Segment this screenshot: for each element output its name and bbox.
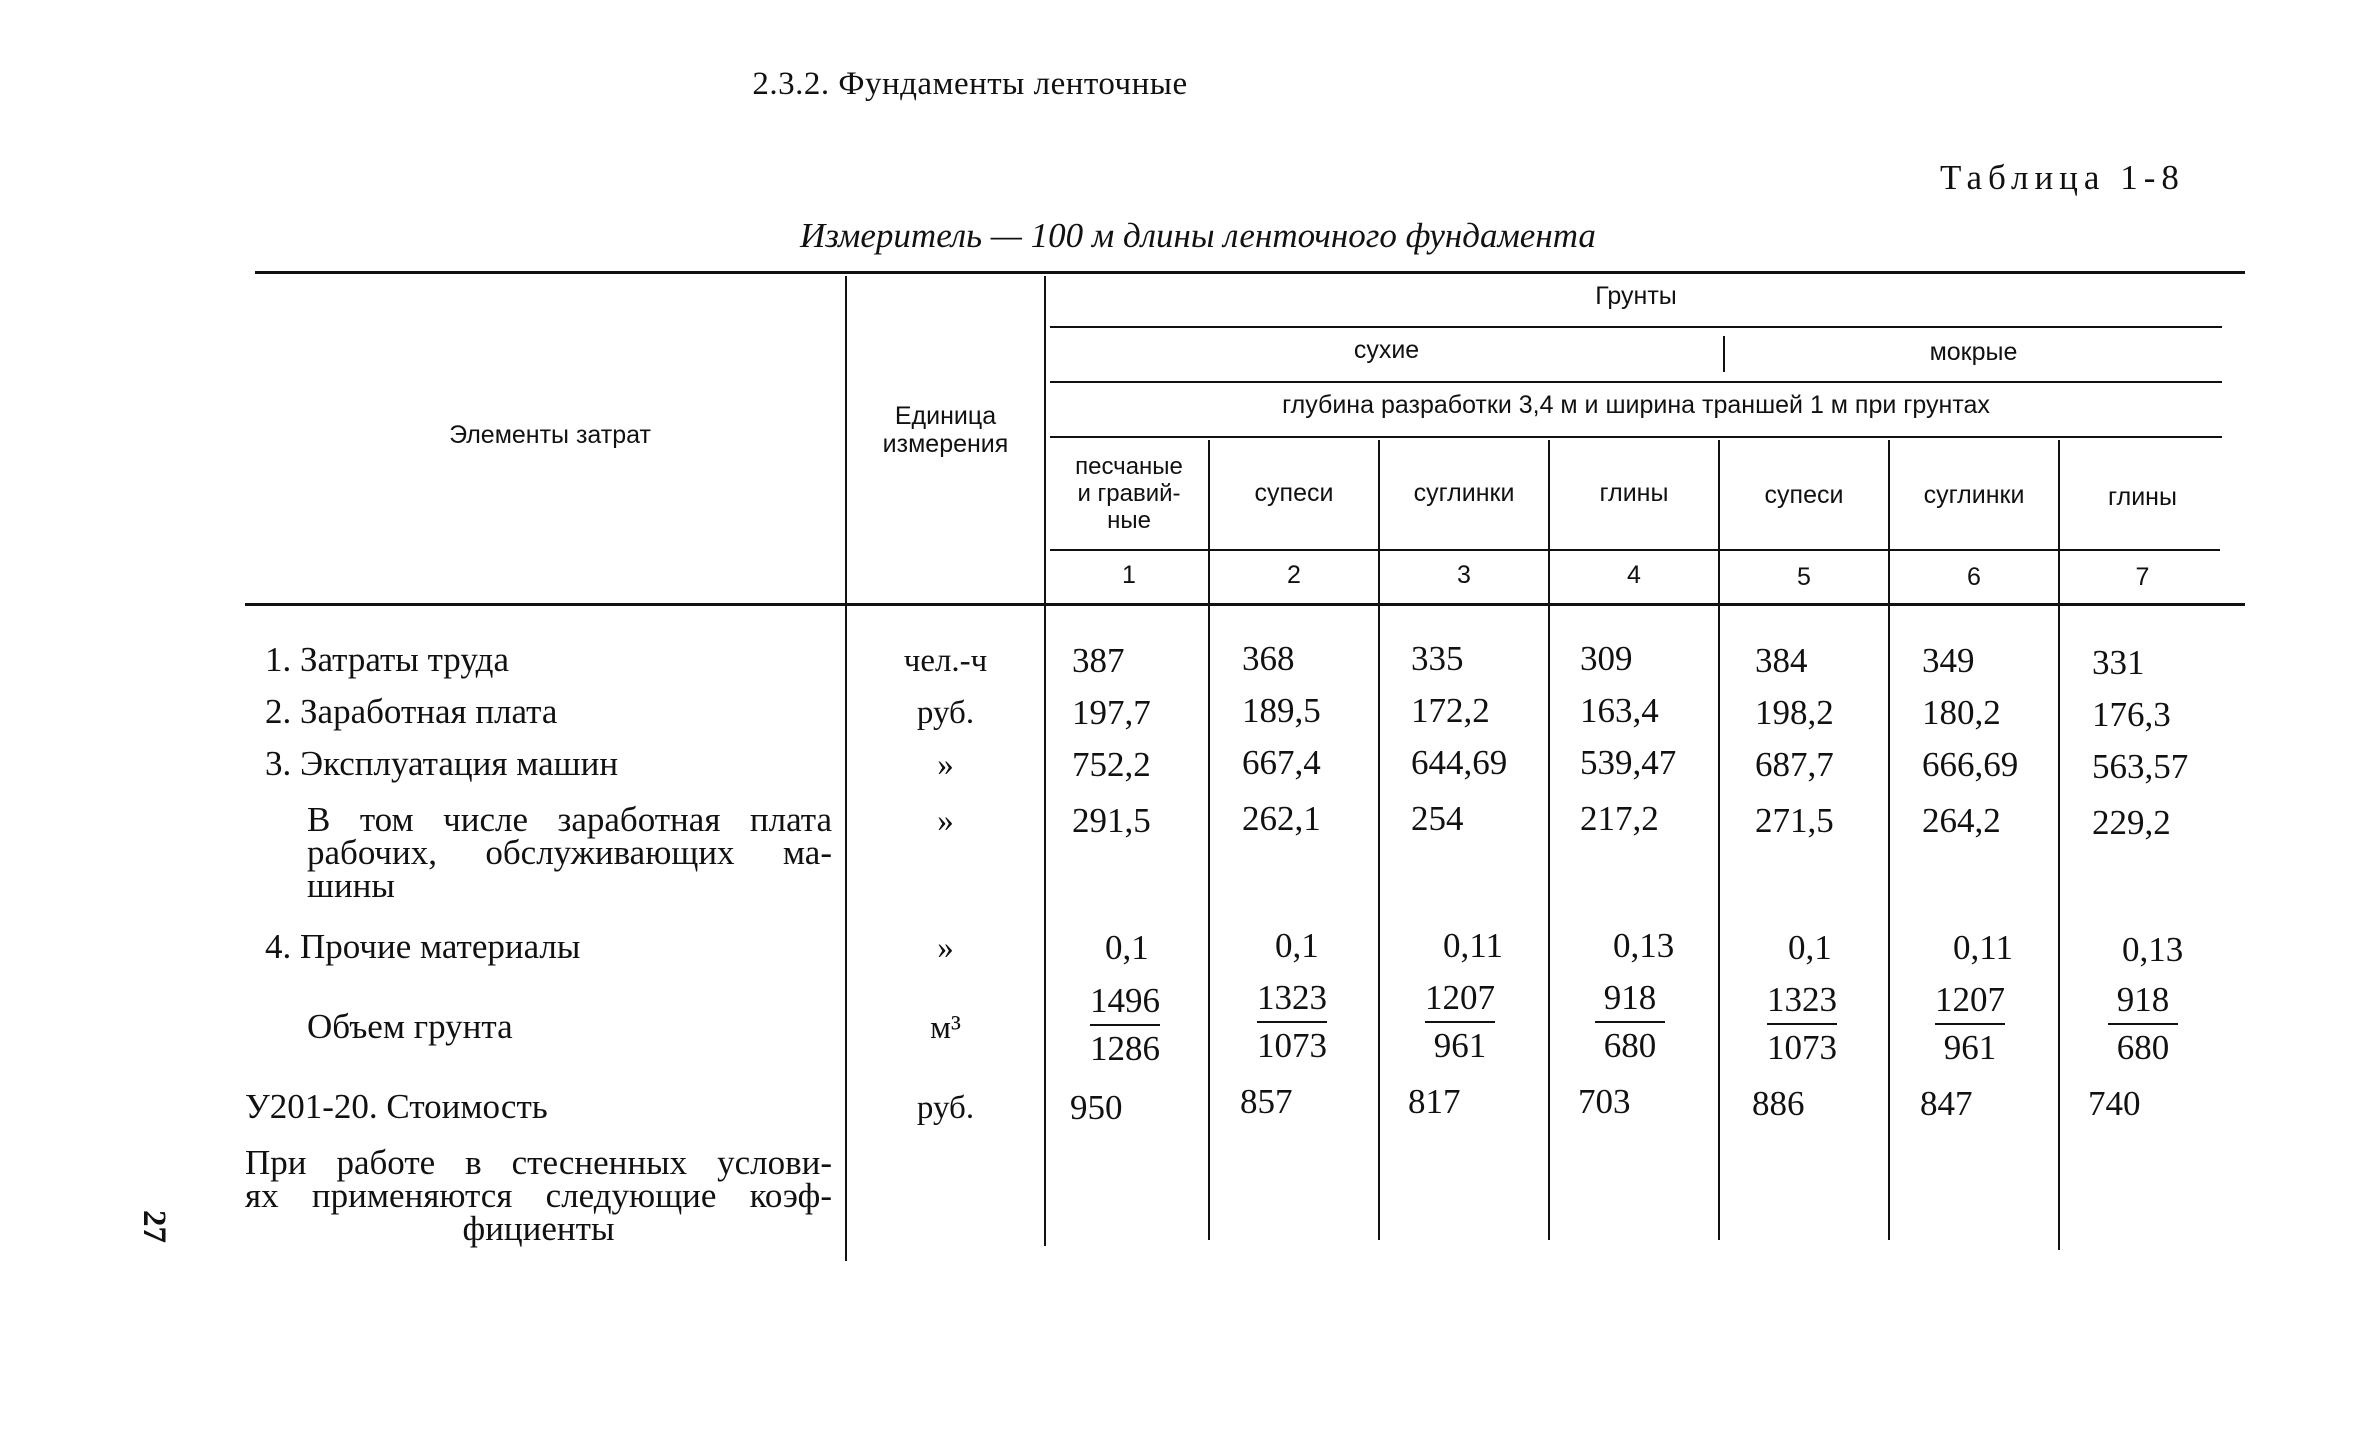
fraction-bar bbox=[1090, 1024, 1160, 1026]
cell-labor-2: 368 bbox=[1242, 639, 1295, 678]
col-num-2: 2 bbox=[1287, 561, 1301, 589]
fraction-bottom: 1073 bbox=[1257, 1026, 1327, 1065]
row-label-machines: 3. Эксплуатация машин bbox=[265, 744, 619, 783]
cell-wage-5: 198,2 bbox=[1755, 693, 1834, 732]
header-unit-line1: Единица bbox=[894, 402, 997, 430]
cell-incl-3: 254 bbox=[1411, 799, 1464, 838]
subheader-2: супеси bbox=[1254, 479, 1334, 507]
fraction-volume-6 bbox=[1920, 981, 2020, 1067]
cell-other-4: 0,13 bbox=[1613, 926, 1675, 965]
fraction-bottom: 680 bbox=[1603, 1026, 1657, 1065]
section-title: 2.3.2. Фундаменты ленточные bbox=[752, 66, 1188, 102]
table-top-rule bbox=[255, 271, 2245, 274]
col-divider-4 bbox=[1718, 440, 1720, 1240]
cell-machines-2: 667,4 bbox=[1242, 743, 1321, 782]
fraction-top: 1496 bbox=[1090, 981, 1160, 1020]
fraction-top: 1323 bbox=[1767, 980, 1837, 1019]
fraction-bottom: 961 bbox=[1943, 1028, 1997, 1067]
col-num-5: 5 bbox=[1797, 563, 1811, 591]
unit-incl: » bbox=[937, 803, 954, 839]
col-num-1: 1 bbox=[1122, 561, 1136, 589]
table-number: Таблица 1-8 bbox=[1940, 158, 2185, 197]
col-num-6: 6 bbox=[1967, 563, 1981, 591]
cell-wage-3: 172,2 bbox=[1411, 691, 1490, 730]
header-wet: мокрые bbox=[1929, 338, 2018, 366]
cell-wage-2: 189,5 bbox=[1242, 691, 1321, 730]
cell-labor-5: 384 bbox=[1755, 641, 1808, 680]
fraction-bottom: 680 bbox=[2116, 1028, 2170, 1067]
unit-cost: руб. bbox=[916, 1090, 975, 1126]
row-label-incl-l1: В том числе заработная плата bbox=[307, 800, 832, 839]
page-number: 27 bbox=[136, 1210, 172, 1243]
cell-cost-7: 740 bbox=[2088, 1084, 2141, 1123]
col-num-3: 3 bbox=[1457, 561, 1471, 589]
cell-wage-4: 163,4 bbox=[1580, 691, 1659, 730]
row-label-cramped-l3: фициенты bbox=[462, 1209, 615, 1248]
cell-other-1: 0,1 bbox=[1105, 928, 1149, 967]
col-divider-1 bbox=[1208, 440, 1210, 1240]
row-label-incl-l3: шины bbox=[307, 866, 395, 905]
cell-wage-7: 176,3 bbox=[2092, 695, 2171, 734]
cell-other-2: 0,1 bbox=[1275, 926, 1319, 965]
fraction-volume-7 bbox=[2093, 981, 2193, 1067]
header-soils: Грунты bbox=[1595, 282, 1677, 310]
fraction-top: 918 bbox=[1603, 978, 1657, 1017]
cell-labor-6: 349 bbox=[1922, 641, 1975, 680]
subheader-7: глины bbox=[2108, 483, 2177, 511]
cell-machines-4: 539,47 bbox=[1580, 743, 1677, 782]
subheader-rule bbox=[1050, 549, 2220, 551]
fraction-volume-3 bbox=[1410, 979, 1510, 1065]
fraction-top: 1323 bbox=[1257, 978, 1327, 1017]
fraction-volume-4 bbox=[1580, 979, 1680, 1065]
col-divider-3 bbox=[1548, 440, 1550, 1240]
header-elements: Элементы затрат bbox=[449, 421, 651, 449]
cell-machines-6: 666,69 bbox=[1922, 745, 2019, 784]
cell-cost-1: 950 bbox=[1070, 1088, 1123, 1127]
fraction-volume-2 bbox=[1242, 979, 1342, 1065]
fraction-top: 1207 bbox=[1425, 978, 1495, 1017]
subheader-1-l3: ные bbox=[1107, 507, 1151, 534]
col-divider-6 bbox=[2058, 440, 2060, 1250]
cell-incl-5: 271,5 bbox=[1755, 801, 1834, 840]
cell-machines-7: 563,57 bbox=[2092, 747, 2189, 786]
cell-incl-7: 229,2 bbox=[2092, 803, 2171, 842]
header-bottom-rule bbox=[245, 603, 2245, 606]
fraction-bar bbox=[2108, 1023, 2178, 1025]
cell-incl-4: 217,2 bbox=[1580, 799, 1659, 838]
cell-other-3: 0,11 bbox=[1443, 926, 1503, 965]
header-dry: сухие bbox=[1353, 336, 1420, 364]
cell-wage-6: 180,2 bbox=[1922, 693, 2001, 732]
col-num-7: 7 bbox=[2135, 563, 2150, 591]
measure-caption: Измеритель — 100 м длины ленточного фундамента bbox=[800, 216, 1596, 255]
subheader-6: суглинки bbox=[1923, 481, 2025, 509]
fraction-bar bbox=[1595, 1021, 1665, 1023]
cell-other-7: 0,13 bbox=[2122, 930, 2184, 969]
cell-other-5: 0,1 bbox=[1788, 928, 1832, 967]
row-label-cramped-l1: При работе в стесненных услови- bbox=[245, 1143, 832, 1182]
col-divider-elements bbox=[845, 276, 847, 1261]
cell-labor-3: 335 bbox=[1411, 639, 1464, 678]
col-divider-unit bbox=[1044, 276, 1046, 1246]
depth-rule bbox=[1050, 436, 2222, 438]
cell-machines-1: 752,2 bbox=[1072, 745, 1151, 784]
cell-labor-7: 331 bbox=[2092, 643, 2145, 682]
row-label-incl-l2: рабочих, обслуживающих ма- bbox=[307, 833, 832, 872]
unit-other: » bbox=[937, 930, 954, 966]
cell-other-6: 0,11 bbox=[1953, 928, 2013, 967]
dry-wet-rule bbox=[1050, 381, 2222, 383]
fraction-volume-1 bbox=[1075, 982, 1175, 1068]
subheader-1-l1: песчаные bbox=[1075, 453, 1183, 480]
cell-cost-5: 886 bbox=[1752, 1084, 1805, 1123]
row-label-other: 4. Прочие материалы bbox=[265, 927, 581, 966]
unit-wage: руб. bbox=[916, 695, 975, 731]
fraction-top: 918 bbox=[2116, 980, 2170, 1019]
col-divider-2 bbox=[1378, 440, 1380, 1240]
cell-cost-3: 817 bbox=[1408, 1082, 1461, 1121]
fraction-top: 1207 bbox=[1935, 980, 2005, 1019]
fraction-bar bbox=[1767, 1023, 1837, 1025]
subheader-5: супеси bbox=[1764, 481, 1844, 509]
header-unit-line2: измерения bbox=[882, 430, 1009, 458]
row-label-cramped-l2: ях применяются следующие коэф- bbox=[245, 1176, 832, 1215]
cell-cost-2: 857 bbox=[1240, 1082, 1293, 1121]
row-label-wage: 2. Заработная плата bbox=[265, 692, 558, 731]
row-label-volume: Объем грунта bbox=[307, 1007, 513, 1046]
header-depth-note: глубина разработки 3,4 м и ширина траншей 1 м при грунтах bbox=[1282, 391, 1990, 419]
cell-cost-6: 847 bbox=[1920, 1084, 1973, 1123]
col-divider-5 bbox=[1888, 440, 1890, 1240]
subheader-1-l2: и гравий- bbox=[1077, 480, 1181, 507]
col-num-4: 4 bbox=[1627, 561, 1641, 589]
cell-cost-4: 703 bbox=[1578, 1082, 1631, 1121]
cell-labor-1: 387 bbox=[1072, 641, 1125, 680]
row-label-cost: У201-20. Стоимость bbox=[245, 1087, 548, 1126]
fraction-bar bbox=[1257, 1021, 1327, 1023]
fraction-bar bbox=[1425, 1021, 1495, 1023]
fraction-bottom: 1073 bbox=[1767, 1028, 1837, 1067]
fraction-bottom: 961 bbox=[1433, 1026, 1487, 1065]
cell-machines-3: 644,69 bbox=[1411, 743, 1508, 782]
subheader-4: глины bbox=[1599, 479, 1669, 507]
soils-rule bbox=[1050, 326, 2222, 328]
cell-incl-2: 262,1 bbox=[1242, 799, 1321, 838]
cell-wage-1: 197,7 bbox=[1072, 693, 1151, 732]
cell-incl-6: 264,2 bbox=[1922, 801, 2001, 840]
unit-labor: чел.-ч bbox=[903, 643, 988, 679]
fraction-bar bbox=[1935, 1023, 2005, 1025]
fraction-bottom: 1286 bbox=[1090, 1029, 1160, 1068]
fraction-volume-5 bbox=[1752, 981, 1852, 1067]
cell-machines-5: 687,7 bbox=[1755, 745, 1834, 784]
cell-labor-4: 309 bbox=[1580, 639, 1633, 678]
cell-incl-1: 291,5 bbox=[1072, 801, 1151, 840]
unit-volume: м³ bbox=[930, 1010, 961, 1046]
row-label-labor: 1. Затраты труда bbox=[265, 640, 509, 679]
subheader-3: суглинки bbox=[1413, 479, 1515, 507]
unit-machines: » bbox=[937, 747, 954, 783]
